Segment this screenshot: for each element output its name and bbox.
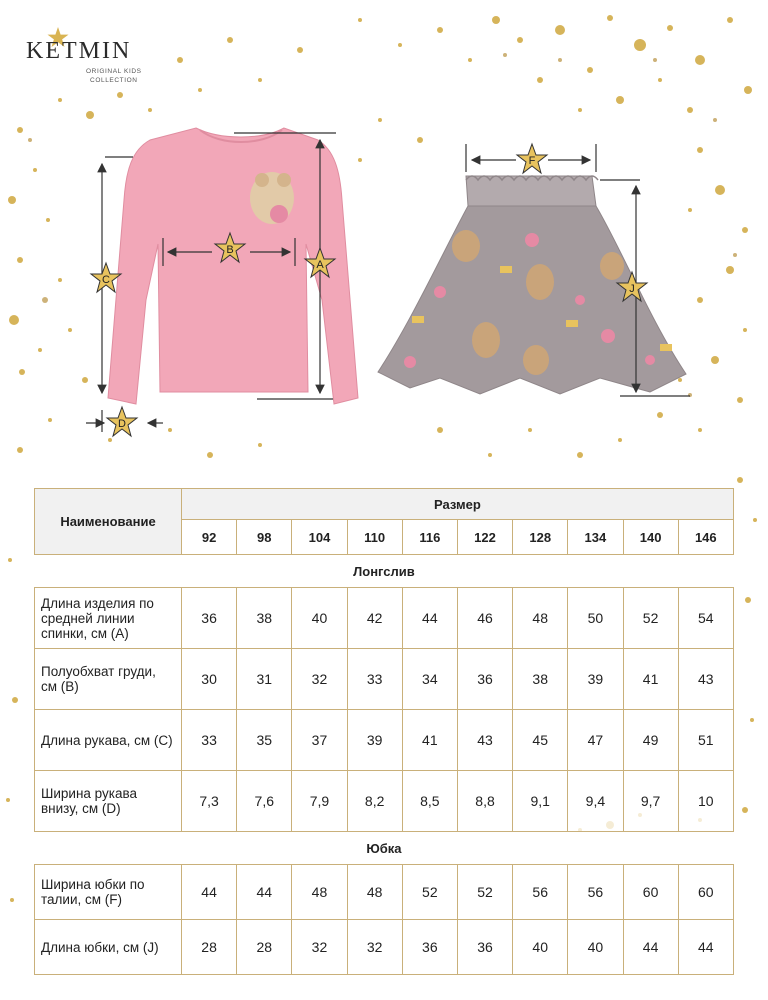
- row-name: Длина рукава, см (С): [35, 710, 182, 771]
- table-cell: 40: [568, 920, 623, 975]
- table-cell: 49: [623, 710, 678, 771]
- marker-label-a: A: [316, 259, 324, 271]
- table-header-row: [35, 489, 734, 520]
- table-cell: 51: [678, 710, 733, 771]
- table-cell: 44: [402, 588, 457, 649]
- size-col: 116: [402, 520, 457, 555]
- table-cell: 52: [457, 865, 512, 920]
- size-col: 104: [292, 520, 347, 555]
- row-name: Длина изделия по средней линии спинки, см (А): [35, 588, 182, 649]
- table-cell: 48: [513, 588, 568, 649]
- table-cell: 45: [513, 710, 568, 771]
- size-col: 122: [457, 520, 512, 555]
- table-cell: 7,3: [182, 771, 237, 832]
- table-cell: 36: [402, 920, 457, 975]
- table-cell: 47: [568, 710, 623, 771]
- table-cell: 44: [237, 865, 292, 920]
- table-cell: 31: [237, 649, 292, 710]
- size-table: [34, 488, 734, 975]
- table-cell: 40: [513, 920, 568, 975]
- size-col: 128: [513, 520, 568, 555]
- table-cell: 28: [182, 920, 237, 975]
- table-cell: 8,2: [347, 771, 402, 832]
- table-cell: 56: [513, 865, 568, 920]
- table-cell: 9,4: [568, 771, 623, 832]
- table-cell: 48: [347, 865, 402, 920]
- table-cell: 10: [678, 771, 733, 832]
- table-cell: 34: [402, 649, 457, 710]
- garment-illustration: [0, 0, 768, 470]
- row-name: Длина юбки, см (J): [35, 920, 182, 975]
- table-cell: 32: [292, 649, 347, 710]
- table-cell: 54: [678, 588, 733, 649]
- marker-label-j: J: [629, 283, 635, 295]
- table-cell: 46: [457, 588, 512, 649]
- star-marker-d: [107, 407, 137, 436]
- section-title-row: [35, 555, 734, 588]
- table-cell: 43: [678, 649, 733, 710]
- table-cell: 32: [347, 920, 402, 975]
- table-row: [35, 710, 734, 771]
- table-cell: 48: [292, 865, 347, 920]
- size-col: 92: [182, 520, 237, 555]
- table-cell: 42: [347, 588, 402, 649]
- table-cell: 33: [182, 710, 237, 771]
- table-cell: 60: [623, 865, 678, 920]
- table-cell: 36: [182, 588, 237, 649]
- table-cell: 39: [568, 649, 623, 710]
- table-cell: 56: [568, 865, 623, 920]
- table-cell: 44: [182, 865, 237, 920]
- star-marker-f: [517, 144, 547, 173]
- size-col: 110: [347, 520, 402, 555]
- table-cell: 37: [292, 710, 347, 771]
- table-cell: 9,1: [513, 771, 568, 832]
- table-cell: 41: [623, 649, 678, 710]
- table-cell: 9,7: [623, 771, 678, 832]
- table-cell: 40: [292, 588, 347, 649]
- brand-name: KETMIN: [26, 38, 132, 64]
- table-cell: 39: [347, 710, 402, 771]
- table-cell: 8,8: [457, 771, 512, 832]
- row-name: Ширина юбки по талии, см (F): [35, 865, 182, 920]
- table-cell: 38: [513, 649, 568, 710]
- row-name: Ширина рукава внизу, см (D): [35, 771, 182, 832]
- table-cell: 41: [402, 710, 457, 771]
- table-row: [35, 588, 734, 649]
- size-column-header: Размер: [182, 489, 734, 520]
- table-cell: 33: [347, 649, 402, 710]
- table-cell: 44: [678, 920, 733, 975]
- table-cell: 52: [402, 865, 457, 920]
- table-cell: 36: [457, 920, 512, 975]
- size-col: 146: [678, 520, 733, 555]
- section-title: Юбка: [366, 840, 402, 856]
- marker-label-f: F: [528, 155, 536, 167]
- table-cell: 7,9: [292, 771, 347, 832]
- table-cell: 36: [457, 649, 512, 710]
- size-table-body: [35, 489, 734, 975]
- table-cell: 35: [237, 710, 292, 771]
- table-cell: 30: [182, 649, 237, 710]
- marker-label-d: D: [118, 418, 126, 430]
- row-name: Полуобхват груди, см (В): [35, 649, 182, 710]
- table-cell: 8,5: [402, 771, 457, 832]
- table-cell: 7,6: [237, 771, 292, 832]
- table-cell: 38: [237, 588, 292, 649]
- section-title: Лонгслив: [353, 563, 415, 579]
- size-col: 140: [623, 520, 678, 555]
- brand-subtitle-line1: ORIGINAL KIDS: [86, 68, 142, 75]
- size-col: 98: [237, 520, 292, 555]
- table-cell: 60: [678, 865, 733, 920]
- table-row: [35, 771, 734, 832]
- table-cell: 52: [623, 588, 678, 649]
- table-cell: 43: [457, 710, 512, 771]
- marker-label-b: B: [226, 244, 234, 256]
- name-column-header: Наименование: [35, 489, 182, 555]
- size-col: 134: [568, 520, 623, 555]
- table-row: [35, 649, 734, 710]
- section-title-row: [35, 832, 734, 865]
- table-row: [35, 920, 734, 975]
- table-cell: 32: [292, 920, 347, 975]
- table-cell: 50: [568, 588, 623, 649]
- marker-label-c: C: [102, 274, 110, 286]
- table-cell: 44: [623, 920, 678, 975]
- table-cell: 28: [237, 920, 292, 975]
- table-row: [35, 865, 734, 920]
- brand-subtitle-line2: COLLECTION: [90, 77, 138, 84]
